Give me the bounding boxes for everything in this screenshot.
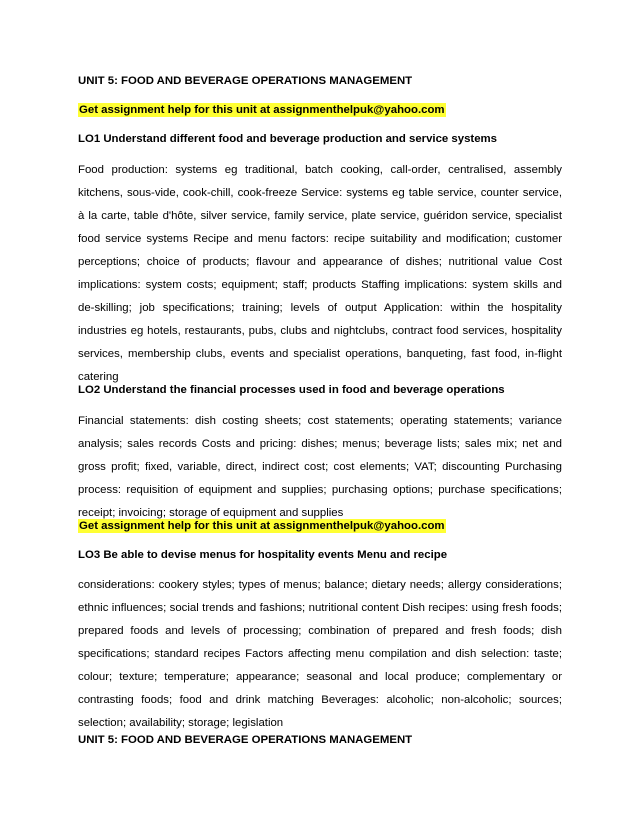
lo2-heading: LO2 Understand the financial processes used in food and beverage operations (78, 384, 505, 396)
lo2-body: Financial statements: dish costing sheets; cost statements; operating statements; variance analysis; sales records Costs and pricing: dishes; menus; beverage lists; sales mix; net and gross profit; fixed, variable, direct, indirect cost; cost elements; VAT; discounting Purchasing process: requisition of equipment and supplies; purchasing options; purchase specifications; receipt; invoicing; storage of equipment and supplies (78, 415, 562, 519)
promo-text-top: Get assignment help for this unit at assignmenthelpuk@yahoo.com (79, 104, 445, 116)
unit-title-repeat: UNIT 5: FOOD AND BEVERAGE OPERATIONS MANAGEMENT (78, 734, 413, 746)
lo1-heading: LO1 Understand different food and beverage production and service systems (78, 133, 498, 145)
lo3-body: considerations: cookery styles; types of menus; balance; dietary needs; allergy considerations; ethnic influences; social trends and fashions; nutritional content Dish recipes: using fresh foods; prepared foods and levels of processing; combination of prepared and fresh foods; dish specifications; standard recipes Factors affecting menu compilation and dish selection: taste; colour; texture; temperature; appearance; seasonal and local produce; complementary or contrasting foods; food and drink matching Beverages: alcoholic; non-alcoholic; sources; selection; availability; storage; legislation (78, 579, 562, 729)
promo-banner-bottom (78, 519, 562, 533)
lo3-heading: LO3 Be able to devise menus for hospitality events Menu and recipe (78, 549, 448, 561)
unit-title: UNIT 5: FOOD AND BEVERAGE OPERATIONS MANAGEMENT (78, 75, 413, 87)
promo-banner-top (78, 103, 562, 117)
lo1-body: Food production: systems eg traditional, batch cooking, call-order, centralised, assembly kitchens, sous-vide, cook-chill, cook-freeze Service: systems eg table service, counter service, à la carte, table d'hôte, silver service, family service, plate service, guéridon service, specialist food service systems Recipe and menu factors: recipe suitability and modification; customer perceptions; choice of products; flavour and appearance of dishes; nutritional value Cost implications: system costs; equipment; staff; products Staffing implications: system skills and de-skilling; job specifications; training; levels of output Application: within the hospitality industries eg hotels, restaurants, pubs, clubs and nightclubs, contract food services, hospitality services, membership clubs, events and specialist operations, banqueting, fast food, in-flight catering (78, 164, 562, 383)
promo-text-bottom: Get assignment help for this unit at assignmenthelpuk@yahoo.com (79, 520, 445, 532)
